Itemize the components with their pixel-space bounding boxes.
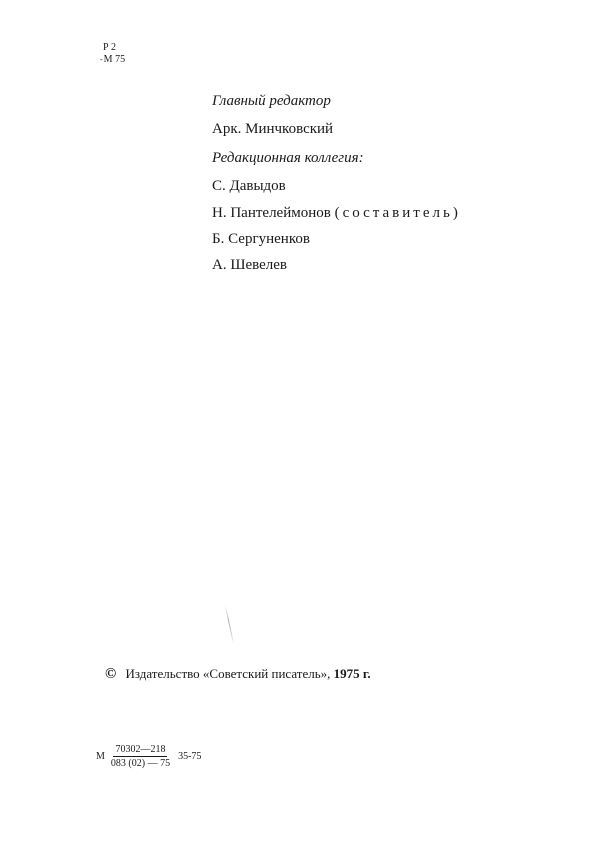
publication-code (96, 744, 201, 769)
classification-line-2: М 75 (103, 54, 126, 65)
code-fraction (109, 744, 172, 769)
member-name: Б. Сергуненков (212, 231, 310, 247)
member-role: (составитель) (334, 205, 461, 221)
classification-code (100, 42, 126, 66)
code-numerator: 70302—218 (115, 744, 166, 755)
dash-mark: - (100, 55, 103, 64)
board-member (212, 257, 287, 274)
scan-mark (225, 605, 234, 644)
classification-line-1: Р 2 (103, 42, 117, 53)
code-prefix: М (96, 751, 105, 762)
code-denominator: 083 (02) — 75 (110, 758, 171, 769)
copyright-icon: © (105, 666, 117, 682)
chief-editor-name: Арк. Минчковский (212, 121, 334, 137)
copyright-text: Издательство «Советский писатель», (125, 666, 331, 681)
board-member (212, 178, 286, 195)
copyright-line (105, 666, 371, 683)
member-name: С. Давыдов (212, 178, 286, 194)
member-name: А. Шевелев (212, 257, 287, 273)
board-member (212, 205, 461, 222)
board-member (212, 231, 310, 248)
copyright-year: 1975 г. (333, 666, 371, 681)
member-name: Н. Пантелеймонов (212, 205, 331, 221)
chief-editor-label: Главный редактор (212, 93, 331, 109)
code-suffix: 35-75 (178, 751, 202, 762)
editorial-board-label: Редакционная коллегия: (212, 150, 364, 166)
